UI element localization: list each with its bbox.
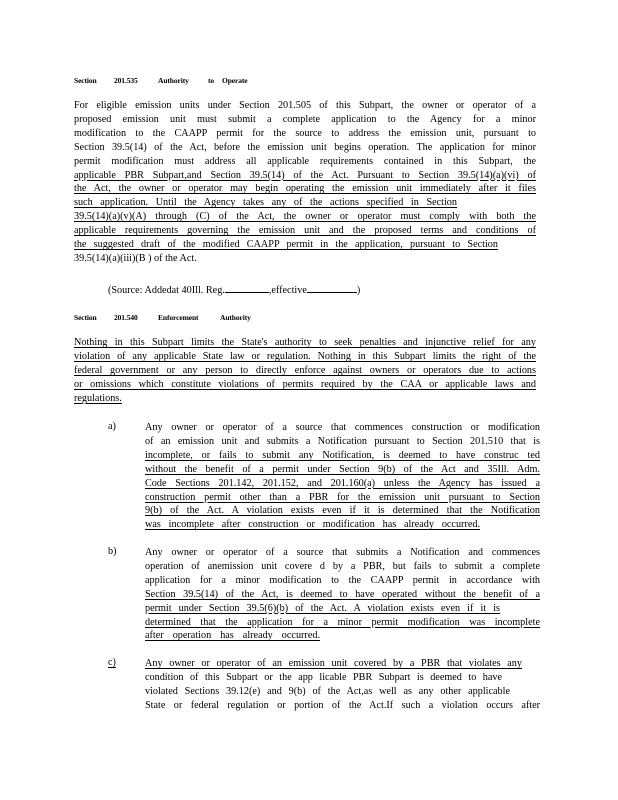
source-blank-effective <box>307 282 357 293</box>
text-line: Any owner or operator of an emission unit covered by a PBR that violates any <box>145 658 522 669</box>
heading-word: to <box>208 76 215 85</box>
heading-word: Section <box>74 313 97 322</box>
text-line: State or federal regulation or portion of the Act.If such a violation occurs after <box>145 699 540 711</box>
text-line: 39.5(14)(a)(v)(A) through (C) of the Act, the owner or operator must comply with both the <box>74 211 536 223</box>
source-middle: ,effective <box>268 285 307 296</box>
text-line: permit under Section 39.5(6)(b) of the Act. A violation exists even if it is <box>145 602 500 614</box>
heading-word: Enforcement <box>158 313 199 322</box>
source-note <box>108 282 360 296</box>
heading-word: Authority <box>158 76 189 85</box>
text-line: Any owner or operator of a source that commences construction or modification <box>145 422 540 433</box>
text-line: condition of this Subpart or the app licable PBR Subpart is deemed to have <box>145 671 502 683</box>
text-line: violation of any applicable State law or regulation. Nothing in this Subpart limits the right of the <box>74 350 536 362</box>
text-line: incomplete, or fails to submit any Notification, is deemed to have construc ted <box>145 449 540 461</box>
text-line: Any owner or operator of a source that submits a Notification and commences <box>145 547 540 558</box>
item-marker: b) <box>108 546 117 557</box>
text-line: Nothing in this Subpart limits the State's authority to seek penalties and injunctive relief for any <box>74 337 536 348</box>
source-suffix: ) <box>356 285 361 296</box>
item-body <box>145 421 540 532</box>
text-line: determined that the application for a minor permit modification was incomplete <box>145 616 540 628</box>
text-line: regulations. <box>74 392 122 404</box>
text-line: modification to the CAAPP permit for the source to address the emission unit, pursuant to <box>74 127 536 139</box>
section-535-paragraph <box>74 99 536 266</box>
text-line: permit modification must address all applicable requirements contained in this Subpart, the <box>74 155 536 167</box>
item-body <box>145 657 540 713</box>
text-line: or omissions which constitute violations of permits required by the CAA or applicable laws and <box>74 378 536 390</box>
source-blank-reg <box>225 282 269 293</box>
text-line: Section 39.5(14) of the Act, before the emission unit begins operation. The application for minor <box>74 141 536 153</box>
heading-word: Operate <box>222 76 248 85</box>
text-line: the suggested draft of the modified CAAPP permit in the application, pursuant to Section <box>74 239 498 251</box>
text-line: applicable requirements governing the emission unit and the proposed terms and conditions of <box>74 225 536 237</box>
heading-word: 201.540 <box>114 313 138 322</box>
text-line: the Act, the owner or operator may begin operating the emission unit immediately after it files <box>74 183 536 195</box>
text-line: For eligible emission units under Section 201.505 of this Subpart, the owner or operator of a <box>74 100 536 111</box>
text-line: construction permit other than a PBR for the emission unit pursuant to Section <box>145 491 540 503</box>
text-line: 9(b) of the Act. A violation exists even if it is determined that the Notification <box>145 505 540 517</box>
text-line: after operation has already occurred. <box>145 630 320 642</box>
text-line: applicable PBR Subpart,and Section 39.5(14) of the Act. Pursuant to Section 39.5(14)(a)(vi) of <box>74 169 536 181</box>
heading-word: Authority <box>220 313 251 322</box>
text-line: was incomplete after construction or modification has already occurred. <box>145 519 480 531</box>
heading-word: 201.535 <box>114 76 138 85</box>
text-line: 39.5(14)(a)(iii)(B ) of the Act. <box>74 252 197 264</box>
heading-word: Section <box>74 76 97 85</box>
text-line: of an emission unit and submits a Notification pursuant to Section 201.510 that is <box>145 435 540 447</box>
text-line: federal government or any person to directly enforce against owners or operators due to actions <box>74 364 536 376</box>
text-line: such application. Until the Agency takes any of the actions specified in Section <box>74 197 457 209</box>
text-line: without the benefit of a permit under Section 9(b) of the Act and 35Ill. Adm. <box>145 463 540 475</box>
source-prefix: (Source: Addedat 40Ill. Reg. <box>108 285 225 296</box>
text-line: Section 39.5(14) of the Act, is deemed to have operated without the benefit of a <box>145 588 540 600</box>
section-540-paragraph <box>74 336 536 406</box>
item-marker: c) <box>108 657 116 668</box>
text-line: Code Sections 201.142, 201.152, and 201.160(a) unless the Agency has issued a <box>145 477 540 489</box>
item-marker: a) <box>108 421 116 432</box>
text-line: operation of anemission unit covere d by a PBR, but fails to submit a complete <box>145 560 540 572</box>
text-line: application for a minor modification to the CAAPP permit in accordance with <box>145 574 540 586</box>
text-line: violated Sections 39.12(e) and 9(b) of the Act,as well as any other applicable <box>145 685 510 697</box>
section-heading-540 <box>74 313 256 322</box>
item-body <box>145 546 540 643</box>
section-heading-535 <box>74 76 270 85</box>
text-line: proposed emission unit must submit a complete application to the Agency for a minor <box>74 113 536 125</box>
